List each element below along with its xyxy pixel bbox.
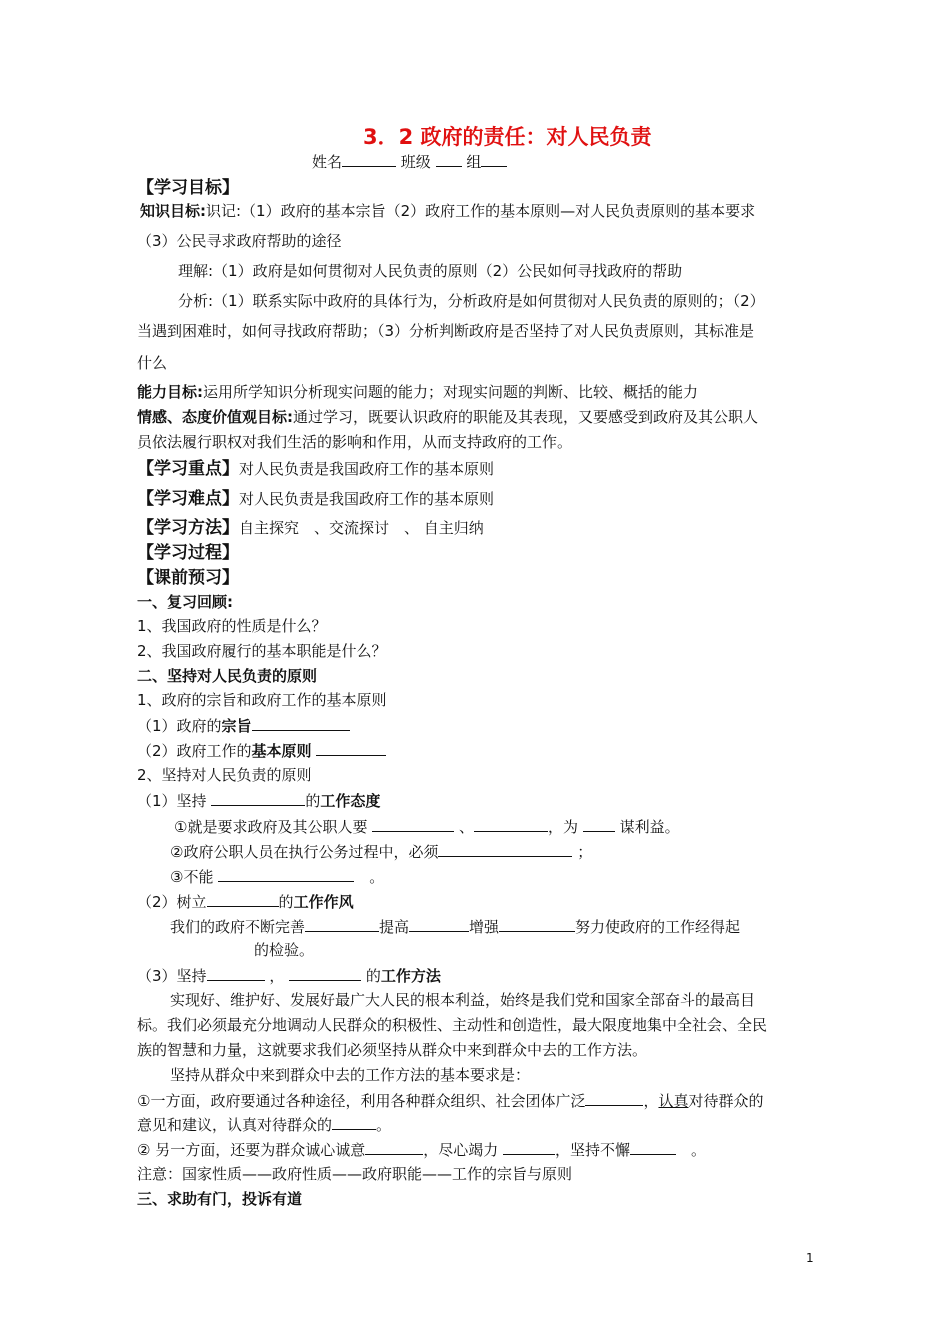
method-paragraph-1: 实现好、维护好、发展好最广大人民的根本利益，始终是我们党和国家全部奋斗的最高目 xyxy=(170,991,756,1009)
attitude-row xyxy=(137,791,380,812)
analyze-text-1: 分析:（1）联系实际中政府的具体行为，分析政府是如何贯彻对人民负责的原则的；（2） xyxy=(178,292,765,310)
review-heading: 一、复习回顾: xyxy=(137,593,233,611)
item-principle-keyword: 基本原则 xyxy=(251,742,312,760)
requirement-2 xyxy=(137,1140,706,1161)
requirement-1-text: ①一方面，政府要通过各种途径，利用各种群众组织、社会团体广泛 xyxy=(137,1092,586,1110)
ability-text: 运用所学知识分析现实问题的能力；对现实问题的判断、比较、概括的能力 xyxy=(203,383,699,401)
style-line-1 xyxy=(170,917,740,938)
difficulty-row xyxy=(137,488,494,510)
attitude-keyword: 工作态度 xyxy=(320,792,381,810)
page-title: 3．2 政府的责任：对人民负责 xyxy=(363,125,652,149)
attitude-item-2-end: ； xyxy=(577,843,593,861)
part2-subhead-2: 2、坚持对人民负责的原则 xyxy=(137,766,312,784)
requirement-2-end: 。 xyxy=(691,1141,707,1159)
requirement-2-mid: ，尽心竭力 xyxy=(423,1141,499,1159)
focus-row xyxy=(137,458,494,480)
attitude-blank-4[interactable] xyxy=(438,842,572,857)
emotion-goal xyxy=(137,408,758,428)
ability-goal xyxy=(137,383,698,403)
attitude-item-1-end: 谋利益。 xyxy=(619,818,680,836)
requirement-1 xyxy=(137,1091,764,1112)
requirement-1-underlined: 认真 xyxy=(658,1092,689,1110)
attitude-prefix: （1）坚持 xyxy=(137,792,207,810)
ability-label: 能力目标: xyxy=(137,383,203,401)
requirement-intro: 坚持从群众中来到群众中去的工作方法的基本要求是： xyxy=(170,1066,531,1084)
emotion-text-1: 通过学习，既要认识政府的职能及其表现，又要感受到政府及其公职人 xyxy=(293,408,759,426)
item-principle xyxy=(137,741,386,762)
note-text: 注意：国家性质——政府性质——政府职能——工作的宗旨与原则 xyxy=(137,1165,573,1183)
difficulty-label: 【学习难点】 xyxy=(137,489,239,509)
style-line-1-c: 增强 xyxy=(469,918,500,936)
group-blank[interactable] xyxy=(481,152,507,167)
requirement-1-line-2-text: 意见和建议，认真对待群众的 xyxy=(137,1116,333,1134)
attitude-blank-2[interactable] xyxy=(474,817,548,832)
review-question-1: 1、我国政府的性质是什么？ xyxy=(137,617,327,635)
attitude-item-1-sep: 、 xyxy=(459,818,475,836)
class-label: 班级 xyxy=(400,153,431,171)
attitude-blank-5[interactable] xyxy=(218,867,354,882)
style-keyword: 工作作风 xyxy=(293,893,354,911)
class-blank[interactable] xyxy=(436,152,462,167)
section-process: 【学习过程】 xyxy=(137,543,239,563)
attitude-item-1-for: ，为 xyxy=(548,818,579,836)
work-method-keyword: 工作方法 xyxy=(380,967,441,985)
name-blank[interactable] xyxy=(342,152,396,167)
understand-text: 理解:（1）政府是如何贯彻对人民负责的原则（2）公民如何寻找政府的帮助 xyxy=(178,262,683,280)
group-label: 组 xyxy=(466,153,482,171)
style-row xyxy=(137,892,354,913)
attitude-blank-1[interactable] xyxy=(372,817,454,832)
work-method-sep: ， xyxy=(269,967,285,985)
requirement-blank-3[interactable] xyxy=(365,1140,423,1155)
name-label: 姓名 xyxy=(312,153,343,171)
attitude-blank-3[interactable] xyxy=(583,817,615,832)
work-method-blank-2[interactable] xyxy=(289,966,361,981)
requirement-blank-4[interactable] xyxy=(503,1140,555,1155)
requirement-1-end: 对待群众的 xyxy=(688,1092,764,1110)
requirement-1-sep: ， xyxy=(643,1092,659,1110)
requirement-2-mid-2: ，坚持不懈 xyxy=(555,1141,631,1159)
style-de: 的 xyxy=(278,893,294,911)
attitude-blank[interactable] xyxy=(211,791,305,806)
emotion-label: 情感、态度价值观目标: xyxy=(137,408,293,426)
style-line-1-d: 努力使政府的工作经得起 xyxy=(575,918,741,936)
style-blank-1[interactable] xyxy=(305,917,379,932)
part2-heading: 二、坚持对人民负责的原则 xyxy=(137,667,318,685)
item-purpose-prefix: （1）政府的 xyxy=(137,717,222,735)
attitude-item-2-text: ②政府公职人员在执行公务过程中，必须 xyxy=(170,843,439,861)
method-paragraph-3: 族的智慧和力量，这就要求我们必须坚持从群众中来到群众中去的工作方法。 xyxy=(137,1041,648,1059)
work-method-row xyxy=(137,966,441,987)
method-text: 自主探究 、交流探讨 、 自主归纳 xyxy=(239,519,484,537)
knowledge-label: 知识目标: xyxy=(140,202,206,220)
attitude-item-1 xyxy=(174,817,680,838)
work-method-blank-1[interactable] xyxy=(207,966,265,981)
style-line-2: 的检验。 xyxy=(254,941,315,959)
attitude-item-3 xyxy=(170,867,384,888)
review-question-2: 2、我国政府履行的基本职能是什么？ xyxy=(137,642,387,660)
item-purpose-keyword: 宗旨 xyxy=(221,717,252,735)
knowledge-goal xyxy=(140,202,755,222)
style-blank-2[interactable] xyxy=(409,917,469,932)
requirement-blank-1[interactable] xyxy=(585,1091,643,1106)
analyze-text-2: 当遇到困难时，如何寻找政府帮助；（3）分析判断政府是否坚持了对人民负责原则，其标准是 xyxy=(137,322,755,340)
requirement-blank-5[interactable] xyxy=(630,1140,676,1155)
knowledge-text: 识记:（1）政府的基本宗旨（2）政府工作的基本原则—对人民负责原则的基本要求 xyxy=(206,202,756,220)
attitude-item-2 xyxy=(170,842,592,863)
attitude-item-1-text: ①就是要求政府及其公职人要 xyxy=(174,818,368,836)
method-row xyxy=(137,517,484,539)
attitude-item-3-text: ③不能 xyxy=(170,868,214,886)
requirement-1-line-2 xyxy=(137,1115,391,1136)
section-preview: 【课前预习】 xyxy=(137,568,239,588)
requirement-blank-2[interactable] xyxy=(332,1115,376,1130)
student-info xyxy=(312,152,507,173)
requirement-2-text: ② 另一方面，还要为群众诚心诚意 xyxy=(137,1141,366,1159)
difficulty-text: 对人民负责是我国政府工作的基本原则 xyxy=(239,490,495,508)
part3-heading: 三、求助有门，投诉有道 xyxy=(137,1190,303,1208)
style-line-1-a: 我们的政府不断完善 xyxy=(170,918,306,936)
work-method-prefix: （3）坚持 xyxy=(137,967,207,985)
method-label: 【学习方法】 xyxy=(137,518,239,538)
focus-label: 【学习重点】 xyxy=(137,459,239,479)
method-paragraph-2: 标。我们必须最充分地调动人民群众的积极性、主动性和创造性，最大限度地集中全社会、全民 xyxy=(137,1016,768,1034)
item-purpose xyxy=(137,716,350,737)
style-prefix: （2）树立 xyxy=(137,893,207,911)
item-principle-prefix: （2）政府工作的 xyxy=(137,742,252,760)
emotion-text-2: 员依法履行职权对我们生活的影响和作用，从而支持政府的工作。 xyxy=(137,433,573,451)
purpose-blank[interactable] xyxy=(252,716,350,731)
section-goals: 【学习目标】 xyxy=(137,178,239,198)
style-blank[interactable] xyxy=(207,892,279,907)
requirement-1-line-2-end: 。 xyxy=(376,1116,392,1134)
work-method-de: 的 xyxy=(365,967,381,985)
style-line-1-b: 提高 xyxy=(379,918,410,936)
focus-text: 对人民负责是我国政府工作的基本原则 xyxy=(239,460,495,478)
knowledge-text-2: （3）公民寻求政府帮助的途径 xyxy=(137,232,342,250)
attitude-item-3-end: 。 xyxy=(369,868,385,886)
attitude-de: 的 xyxy=(305,792,321,810)
analyze-text-3: 什么 xyxy=(137,354,168,372)
page-number: 1 xyxy=(806,1251,814,1265)
principle-blank[interactable] xyxy=(316,741,386,756)
part2-subhead-1: 1、政府的宗旨和政府工作的基本原则 xyxy=(137,691,387,709)
style-blank-3[interactable] xyxy=(499,917,575,932)
